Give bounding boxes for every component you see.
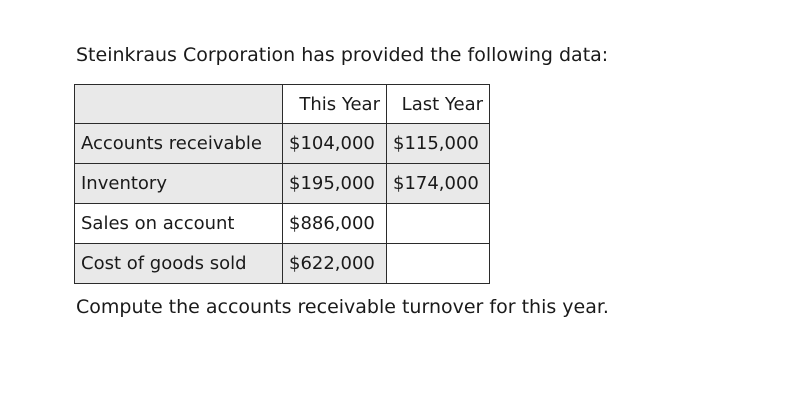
question-text: Compute the accounts receivable turnover for this year. bbox=[76, 296, 609, 318]
last-year-value bbox=[387, 244, 490, 284]
header-this-year: This Year bbox=[283, 85, 387, 124]
table-row bbox=[75, 244, 490, 284]
last-year-value: $174,000 bbox=[387, 164, 490, 204]
table-row bbox=[75, 204, 490, 244]
row-label: Accounts receivable bbox=[75, 124, 283, 164]
last-year-value bbox=[387, 204, 490, 244]
this-year-value: $104,000 bbox=[283, 124, 387, 164]
this-year-value: $622,000 bbox=[283, 244, 387, 284]
last-year-value: $115,000 bbox=[387, 124, 490, 164]
row-label: Cost of goods sold bbox=[75, 244, 283, 284]
this-year-value: $195,000 bbox=[283, 164, 387, 204]
row-label: Inventory bbox=[75, 164, 283, 204]
table-row bbox=[75, 164, 490, 204]
header-last-year: Last Year bbox=[387, 85, 490, 124]
data-table bbox=[74, 84, 490, 284]
row-label: Sales on account bbox=[75, 204, 283, 244]
this-year-value: $886,000 bbox=[283, 204, 387, 244]
header-cell-blank bbox=[75, 85, 283, 124]
table-header-row bbox=[75, 85, 490, 124]
table-row bbox=[75, 124, 490, 164]
intro-text: Steinkraus Corporation has provided the following data: bbox=[76, 44, 609, 66]
